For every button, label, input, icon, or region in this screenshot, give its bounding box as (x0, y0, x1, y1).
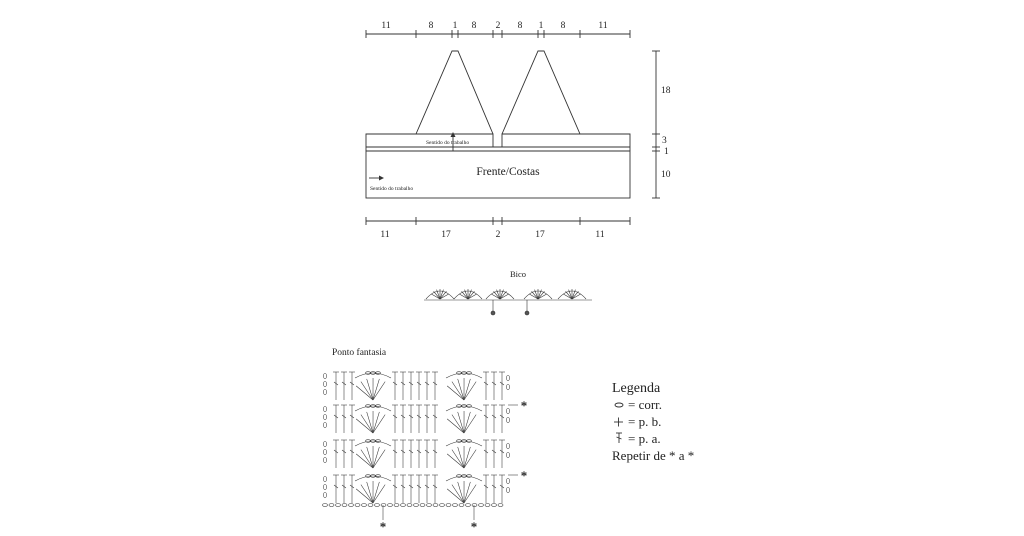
fan-stitch (452, 415, 464, 433)
foundation-chain (336, 504, 341, 507)
foundation-chain (453, 504, 458, 507)
right-dim-3: 1 (664, 147, 669, 157)
fan-stitch (452, 382, 464, 400)
fan-arc (446, 441, 482, 446)
direction-label-upper: Sentido do trabalho (426, 140, 470, 146)
right-arrow-icon (369, 176, 384, 181)
fan-stitch (373, 450, 385, 468)
fan-stitch (464, 379, 470, 400)
fan-stitch (356, 489, 373, 503)
piece-label: Frente/Costas (476, 166, 540, 178)
foundation-chain (329, 504, 334, 507)
bottom-dim-5: 11 (595, 230, 605, 240)
right-dim-4: 10 (661, 170, 671, 180)
foundation-chain (375, 504, 380, 507)
fan-stitch (373, 379, 379, 400)
foundation-chain (446, 504, 451, 507)
edging-chart (424, 289, 592, 315)
foundation-chain (407, 504, 412, 507)
stitch-chart (323, 372, 519, 520)
right-dimension-line (652, 51, 660, 198)
bottom-dim-3: 2 (495, 230, 501, 240)
chart-fan-2 (446, 475, 482, 503)
top-dim-8: 8 (560, 21, 566, 31)
edging-fan-4 (524, 289, 552, 299)
fan-stitch (373, 415, 385, 433)
top-dim-7: 1 (538, 21, 544, 31)
chain-loop (506, 375, 509, 380)
foundation-chain (323, 504, 328, 507)
fan-stitch (367, 447, 373, 468)
top-dim-5: 2 (495, 21, 501, 31)
fan-arc (355, 373, 391, 378)
foundation-chain (362, 504, 367, 507)
fan-stitch (361, 382, 373, 400)
fan-stitch (356, 419, 373, 433)
fan-stitch (452, 485, 464, 503)
foundation-chain (342, 504, 347, 507)
chain-loop (323, 457, 326, 462)
repeat-marker-right-upper: * (520, 398, 528, 413)
foundation-chain (472, 504, 477, 507)
fan-stitch (464, 482, 470, 503)
fan-stitch (373, 485, 385, 503)
edging-fan-5 (558, 289, 586, 299)
fan-stitch (458, 482, 464, 503)
legend (612, 381, 694, 463)
repeat-marker-bottom-left: * (379, 519, 387, 534)
chain-loop (323, 381, 326, 386)
right-strap-outline (502, 51, 580, 134)
top-dim-2: 8 (428, 21, 434, 31)
fan-stitch (452, 450, 464, 468)
fan-stitch (361, 415, 373, 433)
right-dim-1: 18 (661, 86, 671, 96)
chain-loop (506, 487, 509, 492)
edging-joint-2 (525, 311, 529, 315)
chain-loop (323, 441, 326, 446)
fan-stitch (367, 379, 373, 400)
foundation-chain (394, 504, 399, 507)
fan-arc (355, 406, 391, 411)
chart-row-3 (323, 440, 509, 468)
foundation-chain (414, 504, 419, 507)
chain-loop (323, 414, 326, 419)
bottom-dimension-line (366, 217, 630, 225)
treble-stitch-icon (616, 433, 622, 443)
chain-oval-icon (615, 403, 623, 407)
fan-arc (355, 476, 391, 481)
foundation-chain (381, 504, 386, 507)
left-strap-outline (416, 51, 493, 134)
chart-row-4 (323, 475, 509, 503)
chain-loop (323, 484, 326, 489)
fan-arc (446, 476, 482, 481)
legend-title: Legenda (612, 381, 661, 396)
chain-loop (323, 449, 326, 454)
chart-fan-1 (355, 440, 391, 468)
foundation-chain (466, 504, 471, 507)
fan-stitch (464, 412, 470, 433)
chart-fan-1 (355, 405, 391, 433)
bottom-dim-1: 11 (380, 230, 390, 240)
fan-stitch (373, 412, 379, 433)
edging-fan-3 (486, 289, 514, 299)
fan-stitch (361, 485, 373, 503)
foundation-chain (492, 504, 497, 507)
fan-stitch (367, 412, 373, 433)
right-dim-2: 3 (662, 136, 667, 146)
fan-stitch (464, 415, 476, 433)
fan-stitch (464, 447, 470, 468)
chain-loop (506, 478, 509, 483)
fan-arc (355, 441, 391, 446)
foundation-chain (479, 504, 484, 507)
fan-stitch (361, 450, 373, 468)
foundation-chain (498, 504, 503, 507)
chain-loop (323, 476, 326, 481)
top-dim-3: 1 (452, 21, 458, 31)
fan-stitch (356, 454, 373, 468)
foundation-chain (485, 504, 490, 507)
fan-arc (446, 373, 482, 378)
chain-loop (323, 422, 326, 427)
foundation-chain (388, 504, 393, 507)
chart-row-1 (323, 372, 509, 400)
top-dim-6: 8 (517, 21, 523, 31)
chart-fan-1 (355, 372, 391, 400)
chart-fan-2 (446, 405, 482, 433)
chain-loop (506, 417, 509, 422)
fan-stitch (373, 382, 385, 400)
chain-loop (323, 492, 326, 497)
chart-fan-2 (446, 372, 482, 400)
fan-stitch (464, 485, 476, 503)
top-dim-1: 11 (381, 21, 391, 31)
top-dim-9: 11 (598, 21, 608, 31)
legend-repeat-text: Repetir de * a * (612, 448, 695, 463)
edging-fan-2 (454, 289, 482, 299)
fan-stitch (356, 386, 373, 400)
fan-stitch (447, 419, 464, 433)
foundation-chain (420, 504, 425, 507)
chain-loop (506, 384, 509, 389)
fan-stitch (373, 482, 379, 503)
fan-stitch (447, 489, 464, 503)
fan-stitch (447, 386, 464, 400)
chain-loop (506, 452, 509, 457)
stitch-chart-title: Ponto fantasia (332, 348, 387, 358)
chart-row-2 (323, 405, 509, 433)
top-dim-4: 8 (471, 21, 477, 31)
foundation-chain (440, 504, 445, 507)
legend-item-double-crochet: = p. a. (628, 431, 661, 446)
foundation-chain (368, 504, 373, 507)
foundation-chain (401, 504, 406, 507)
plus-icon (614, 418, 623, 427)
repeat-marker-right-lower: * (520, 468, 528, 483)
fan-stitch (458, 379, 464, 400)
chart-fan-2 (446, 440, 482, 468)
foundation-chain (349, 504, 354, 507)
edging-joint-1 (491, 311, 495, 315)
schematic (366, 30, 660, 225)
bottom-dim-2: 17 (441, 230, 451, 240)
fan-stitch (458, 447, 464, 468)
fan-stitch (458, 412, 464, 433)
fan-stitch (373, 447, 379, 468)
fan-stitch (464, 450, 476, 468)
chart-fan-1 (355, 475, 391, 503)
chain-loop (323, 373, 326, 378)
legend-item-chain: = corr. (628, 397, 663, 412)
fan-stitch (367, 482, 373, 503)
foundation-chain (433, 504, 438, 507)
legend-item-single-crochet: = p. b. (628, 414, 662, 429)
foundation-chain (427, 504, 432, 507)
chain-loop (506, 443, 509, 448)
foundation-chain (355, 504, 360, 507)
foundation-chain (459, 504, 464, 507)
fan-stitch (447, 454, 464, 468)
top-dimension-line (366, 30, 630, 38)
chain-loop (506, 408, 509, 413)
fan-stitch (464, 382, 476, 400)
edging-title: Bico (509, 269, 527, 279)
chain-loop (323, 389, 326, 394)
chain-loop (323, 406, 326, 411)
direction-label-lower: Sentido do trabalho (370, 186, 414, 192)
fan-arc (446, 406, 482, 411)
edging-fan-1 (426, 289, 454, 299)
repeat-marker-bottom-right: * (470, 519, 478, 534)
bottom-dim-4: 17 (535, 230, 545, 240)
upper-band-outline-right (502, 134, 630, 147)
